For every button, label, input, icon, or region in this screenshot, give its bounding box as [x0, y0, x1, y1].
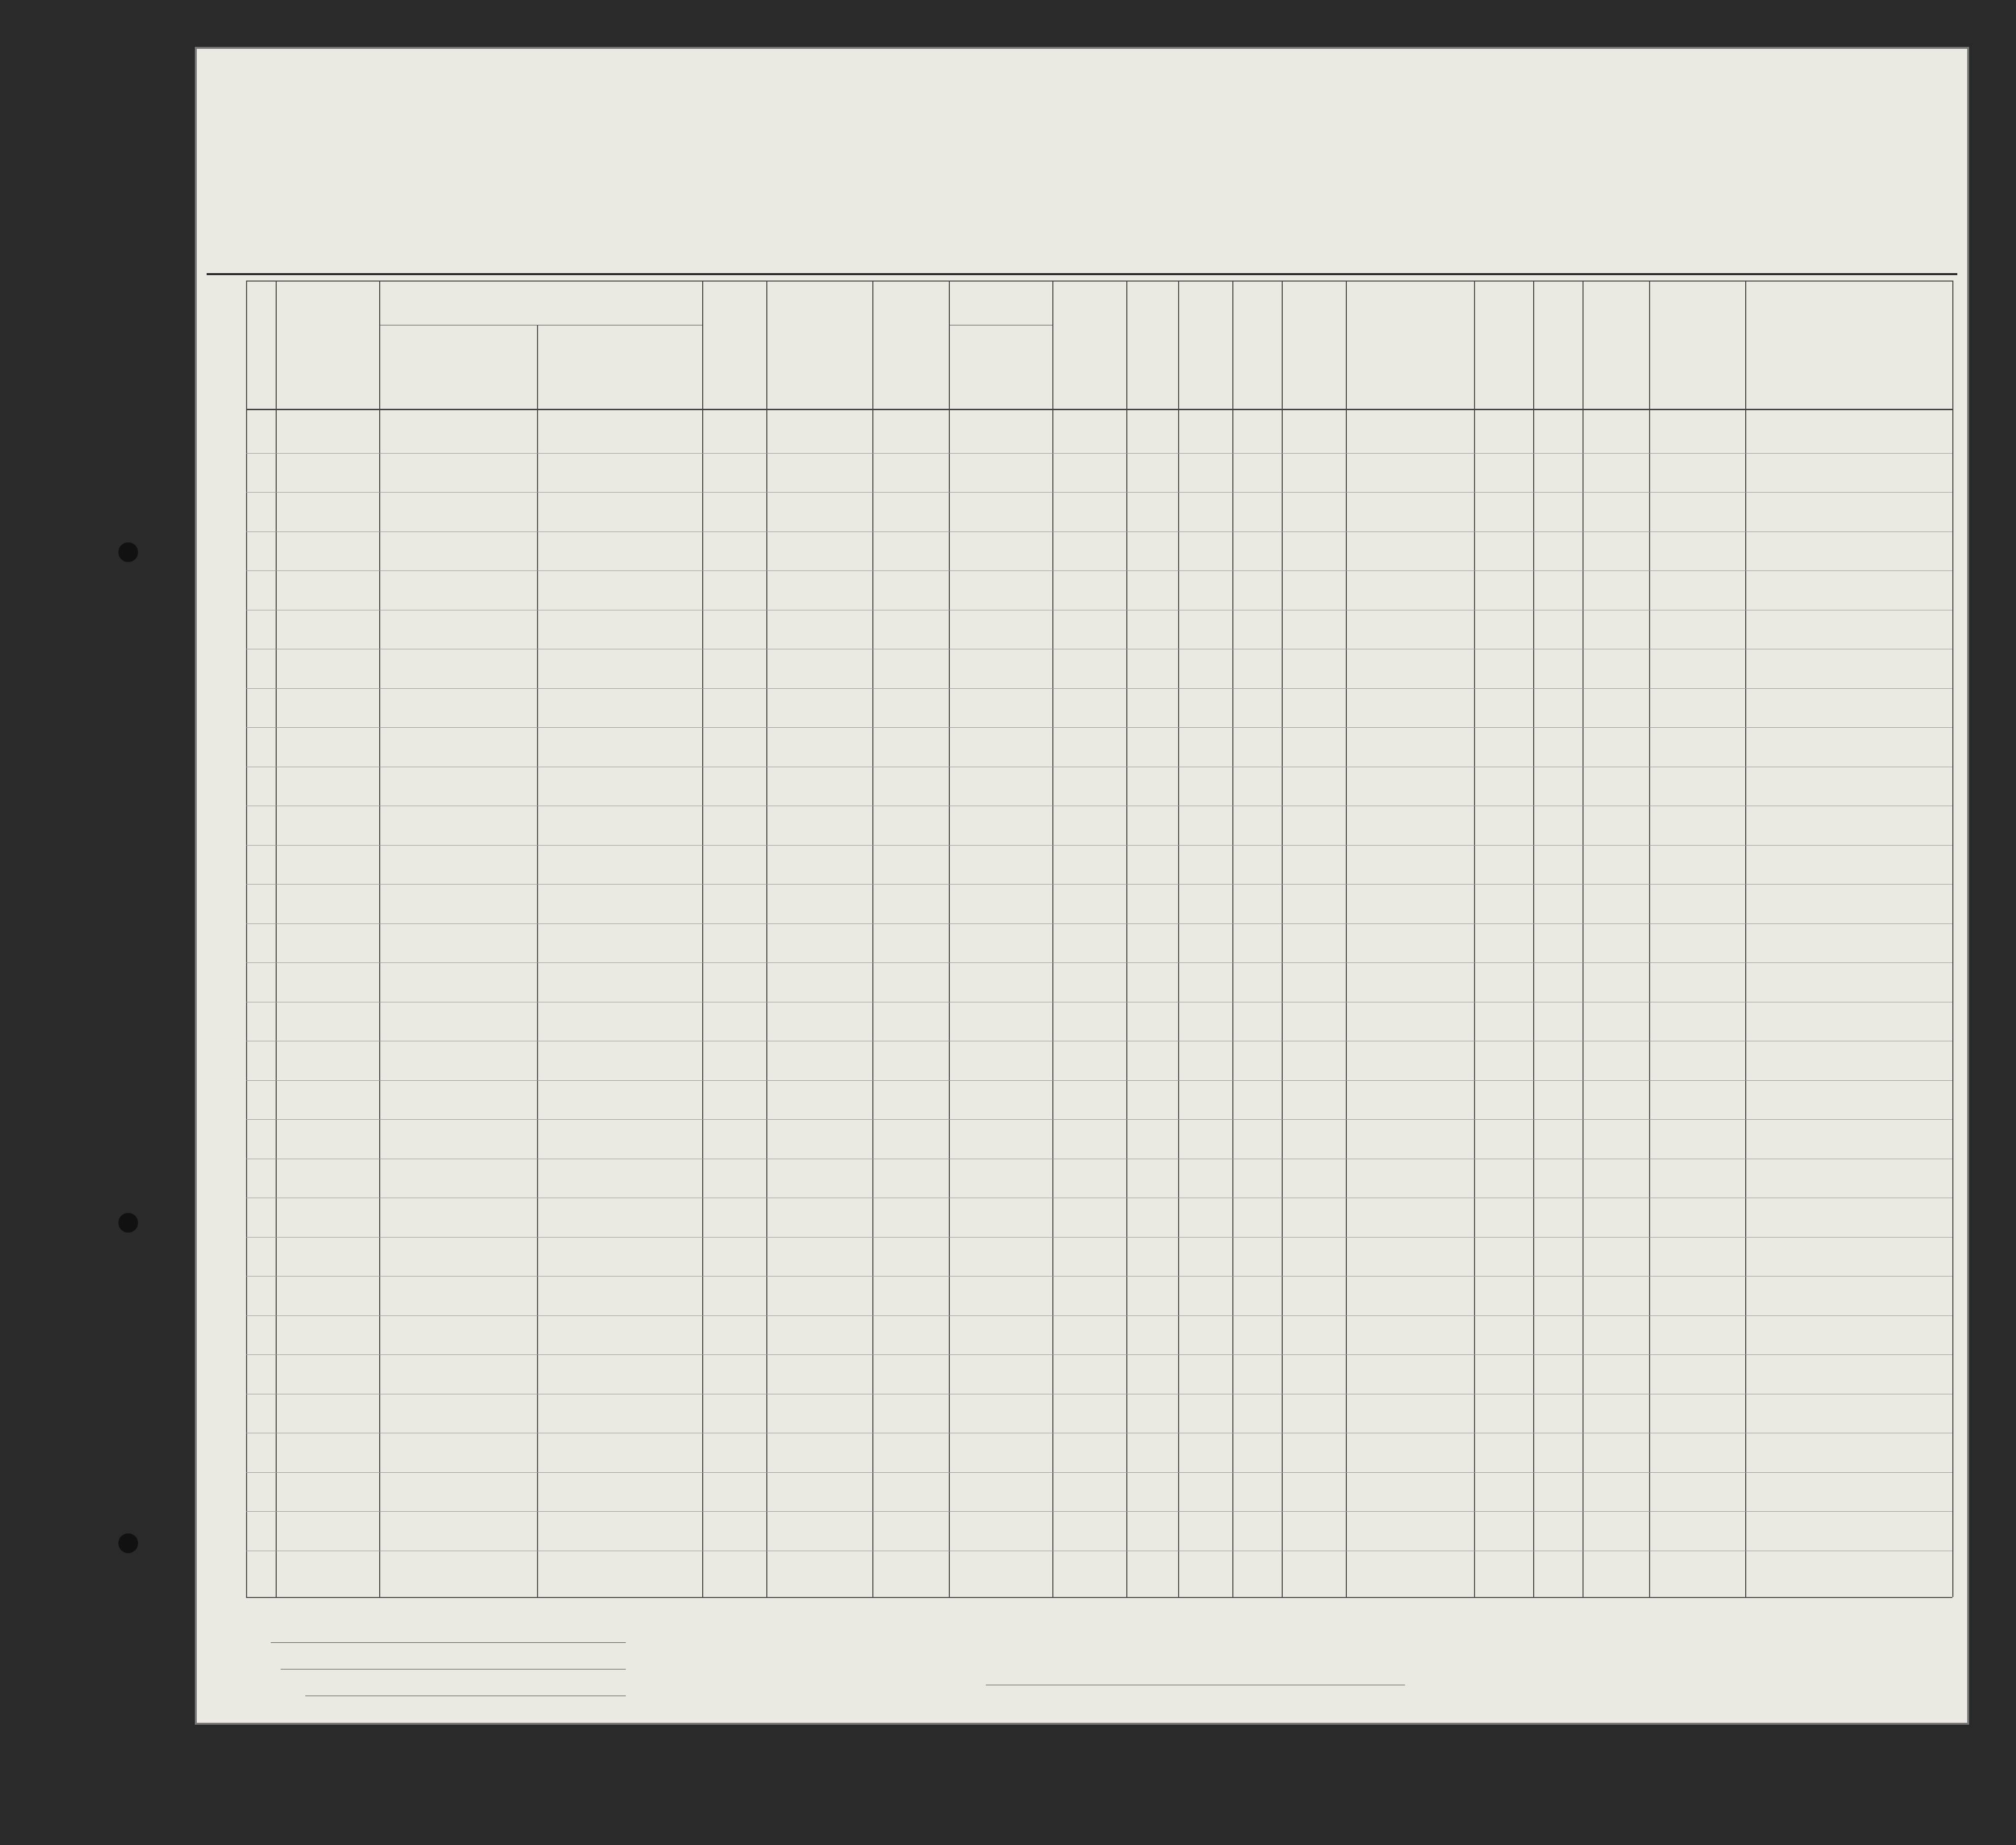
row-divider	[246, 845, 1952, 846]
row-divider	[246, 570, 1952, 571]
column-divider	[1533, 281, 1534, 1597]
row-divider	[246, 923, 1952, 924]
row-divider	[246, 1315, 1952, 1316]
column-divider	[766, 281, 767, 1597]
row-divider	[246, 492, 1952, 493]
column-divider	[1282, 281, 1283, 1597]
footer-line-rule	[271, 1642, 626, 1643]
column-divider	[1178, 281, 1179, 1597]
column-divider	[537, 325, 538, 1597]
header-rule	[207, 273, 1957, 275]
row-divider	[246, 1511, 1952, 1512]
vessel-row	[323, 239, 517, 264]
row-divider	[246, 1276, 1952, 1277]
column-divider	[949, 281, 950, 1597]
column-divider	[1232, 281, 1233, 1597]
row-divider	[246, 1080, 1952, 1081]
row-divider	[246, 453, 1952, 454]
row-divider	[246, 1237, 1952, 1238]
binder-hole	[118, 1533, 138, 1553]
column-divider	[1126, 281, 1127, 1597]
row-divider	[246, 884, 1952, 885]
column-divider	[276, 281, 277, 1597]
column-divider	[702, 281, 703, 1597]
binder-hole	[118, 542, 138, 562]
row-divider	[246, 727, 1952, 728]
column-divider	[1583, 281, 1584, 1597]
row-divider	[246, 1119, 1952, 1120]
column-divider	[1952, 281, 1953, 1597]
manifest-sheet	[195, 47, 1969, 1725]
column-divider	[1346, 281, 1347, 1597]
table-top-rule	[246, 281, 1952, 282]
column-divider	[872, 281, 873, 1597]
column-divider	[1474, 281, 1475, 1597]
column-divider	[1649, 281, 1650, 1597]
column-divider	[1052, 281, 1053, 1597]
column-divider	[1745, 281, 1746, 1597]
row-divider	[246, 1354, 1952, 1355]
column-divider	[379, 281, 380, 1597]
row-divider	[246, 1472, 1952, 1473]
row-divider	[246, 688, 1952, 689]
row-divider	[246, 962, 1952, 963]
binder-hole	[118, 1213, 138, 1233]
column-divider	[246, 281, 247, 1597]
table-header-rule	[246, 409, 1952, 410]
table-bottom-rule	[246, 1597, 1952, 1598]
